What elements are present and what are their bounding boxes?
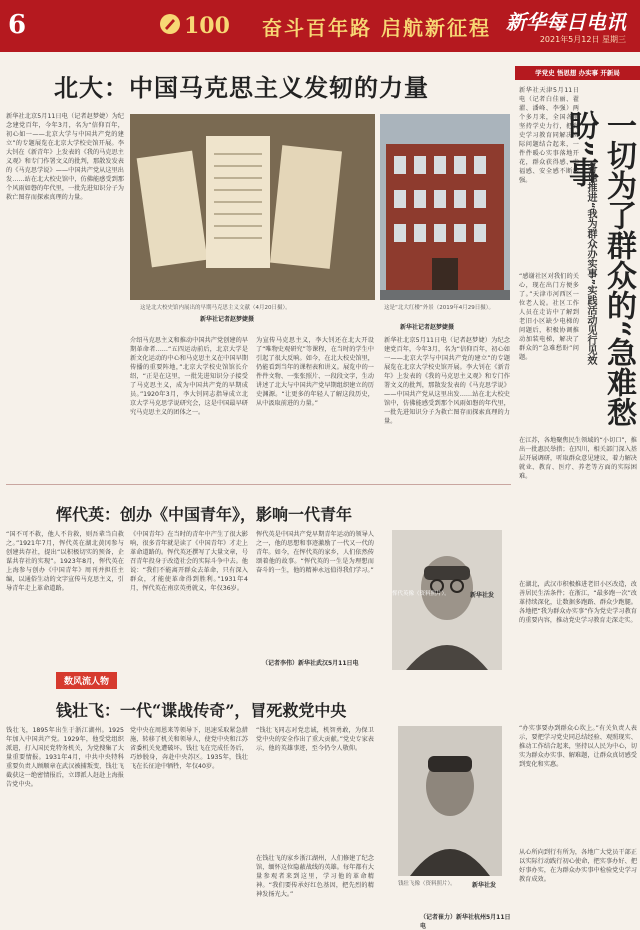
divider [6,484,511,485]
article-title: 钱壮飞：一代“谍战传奇”，冒死救党中央 [56,701,347,720]
photo-caption: 这是“北大红楼”外景（2019年4月29日摄）。 [384,305,494,311]
dateline: （记者崔力）新华社杭州5月11日电 [420,914,511,930]
article-column-4: 新华社北京5月11日电（记者赵梦婕）为纪念建党百年，今年3月，名为“信仰百年，初心如一——北京大学与中国共产党的建立”的专题展览在北京大学校史馆开展。李大钊在《新青年》上发表的《我的马克思主义观》和专门作署文义的批判，那散发发表的《马克思学说》——中国共产党从这里出发……站在北大校史馆中，仿佛能感受到那个风雨如磐的年代里，一批先进知识分子为救亡图存而探索真理的力量。 [384,337,510,425]
article-peking-university [0,52,515,480]
newspaper-masthead: 新华每日电讯 [506,10,626,34]
article-column-1: “国不可不救，他人不肯救，则吾辈当自救之。”1921年7月，恽代英在湖北黄冈参与创建共存社，提出“以积极切实的预备，企谋共存社的实现”。1923年8月，恽代英在上海参与创办《中国青年》周刊并担任主编，以通俗生动的文字宣传马克思主义，引导青年走上革命道路。 [6,531,124,592]
photo-credit: 新华社记者赵梦婕摄 [400,324,455,331]
article-body: 在湖北，武汉市积极推进老旧小区改造，改善居民生活条件；在浙江，“最多跑一次”改革持续深化，让数据多跑路、群众少跑腿。各地把“我为群众办实事”作为党史学习教育的重要内容，推动党史学习教育走深走实。 [519,581,637,624]
svg-text:100: 100 [184,13,230,39]
article-body: 从心所向到行有所为，各地广大党员干部正以实际行动践行初心使命，把实事办好、把好事办实，在为群众办实事中检验党史学习教育成效。 [519,849,637,883]
photo-caption: 钱壮飞像（资料照片）。 [398,881,456,887]
issue-date: 2021年5月12日 星期三 [539,35,626,44]
article-column-3: 为宣传马克思主义，李大钊还在北大开设了“唯物史观研究”等课程，在当时的学生中引起了很大反响。如今，在北大校史馆里，仍能看到当年的课程表和讲义。展览中的一件件文物、一张张照片、一段段文字，生动讲述了北大与中国共产党早期组织建立的历史渊源。“让更多的年轻人了解这段历史，从中汲取前进的力量。” [256,337,374,407]
photo-credit: 新华社发 [472,882,497,889]
article-title: 恽代英：创办《中国青年》，影响一代青年 [56,505,353,524]
article-column-2: 党中央在周恩来等领导下，迅速采取紧急措施，转移了机关和领导人，使党中央和江苏省委机关免遭破坏。钱壮飞在完成任务后，巧妙脱身，奔赴中央苏区。1935年，钱壮飞在长征途中牺牲，年仅40岁。 [130,727,248,770]
article-title: 北大：中国马克思主义发轫的力量 [54,73,429,102]
right-column-article [515,52,640,925]
yun-daiying-portrait [392,530,502,670]
early-documents-photo [130,114,375,300]
article-column-2: 介绍马克思主义和推动中国共产党创建的早期革命者……“五四运动前后，北京大学是新文化运动的中心和马克思主义在中国早期传播的重要阵地，”北京大学校史馆馆长介绍，“正是在这里，一批先进知识分子接受了马克思主义，成为中国共产党的早期成员。”1920年3月，李大钊同志指导成立北京大学马克思学说研究会，这是中国最早研究马克思主义的团体之一。 [130,337,248,416]
article-body: “办实事要办到群众心坎上。”有关负责人表示，要把学习党史同总结经验、观照现实、推动工作结合起来，坚持以人民为中心，切实为群众办实事、解难题，让群众真切感受到变化和实惠。 [519,725,637,768]
red-building-photo [380,114,510,300]
photo-credit: 新华社记者赵梦婕摄 [200,316,255,323]
section-tag: 数风流人物 [56,672,117,689]
article-body: “感谢社区对我们的关心，现在出门方便多了。”天津市河西区一位老人说。社区工作人员在走访中了解到老旧小区缺少电梯的问题后，积极协调推动加装电梯，解决了群众的“急难愁盼”问题。 [519,273,579,361]
photo-caption: 恽代英像（资料照片）。 [392,591,450,597]
article-subtitle-vertical: 各地推进“我为群众办实事”实践活动见行见效 [585,162,596,366]
article-title-vertical: 一切为了群众的“急难愁盼”事 [563,110,636,428]
article-column-1: 钱壮飞，1895年出生于浙江湖州。1925年加入中国共产党。1929年，他受党组织派遣，打入国民党特务机关，为党搜集了大量重要情报。1931年4月，中共中央特科重要负责人顾顺章在武汉被捕叛变，钱壮飞截获这一绝密情报后，立即派人赶赴上海报告党中央。 [6,727,124,788]
page-number: 6 [8,10,27,40]
column-header: 学党史 悟思想 办实事 开新局 [515,66,640,80]
article-column-3: “钱壮飞同志对党忠诚，机智勇敢，为保卫党中央的安全作出了重大贡献。”党史专家表示，他的英雄事迹，至今仍令人敬仰。 [256,727,374,752]
page-header [0,0,640,52]
column-banner: 奋斗百年路 启航新征程 [262,16,491,40]
article-column-1: 新华社北京5月11日电（记者赵梦婕）为纪念建党百年，今年3月，名为“信仰百年，初心如一——北京大学与中国共产党的建立”的专题展览在北京大学校史馆开展。李大钊在《新青年》上发表的《我的马克思主义观》和专门作署文义的批判，那散发发表的《马克思学说》——中国共产党从这里出发……站在北大校史馆中，仿佛能感受到那个风雨如磐的年代里，一批先进知识分子为救亡图存而探索真理的力量。 [6,113,124,201]
party-centenary-logo [158,8,248,40]
article-lead: 新华社天津5月11日电（记者白佳丽、翟濯、潘峰、李强）两个多月来，全国各地坚持学史力行，把党史学习教育同解决实际问题结合起来，一件件暖心实事落地开花，群众获得感、幸福感、安全感不断增强。 [519,87,579,184]
dateline: （记者李伟）新华社武汉5月11日电 [262,660,359,667]
photo-caption: 这是北大校史馆内展出的早期马克思主义文献（4月20日摄）。 [140,305,291,311]
article-column-4: 在钱壮飞的家乡浙江湖州，人们修建了纪念馆，缅怀这位隐蔽战线的英雄。每年都有大量参观者来到这里，学习他的革命精神。“我们要传承好红色基因，把先烈的精神发扬光大。” [256,855,374,898]
article-body: 在江苏，各地聚焦民生领域的“小切口”，推出一批惠民举措；在四川，相关部门深入基层开展调研，听取群众意见建议，着力解决就业、教育、医疗、养老等方面的实际困难。 [519,437,637,480]
article-qian-zhuangfei [0,686,515,930]
article-column-3: 恽代英是中国共产党早期青年运动的领导人之一，他的思想和事迹激励了一代又一代的青年。如今，在恽代英的家乡，人们依然传颂着他的故事。“恽代英的一生是为理想而奋斗的一生，他的精神永远值得我们学习。” [256,531,374,574]
article-column-2: 《中国青年》在当时的青年中产生了很大影响，很多青年就是读了《中国青年》才走上革命道路的。恽代英还撰写了大量文章，号召青年投身于改造社会的实际斗争中去。他说：“我们不能离开群众去革命，只有深入群众，才能使革命得到胜利。”1931年4月，恽代英在南京英勇就义，年仅36岁。 [130,531,248,592]
photo-credit: 新华社发 [470,592,495,599]
qian-zhuangfei-portrait [398,726,502,876]
article-yun-daiying [0,486,515,672]
